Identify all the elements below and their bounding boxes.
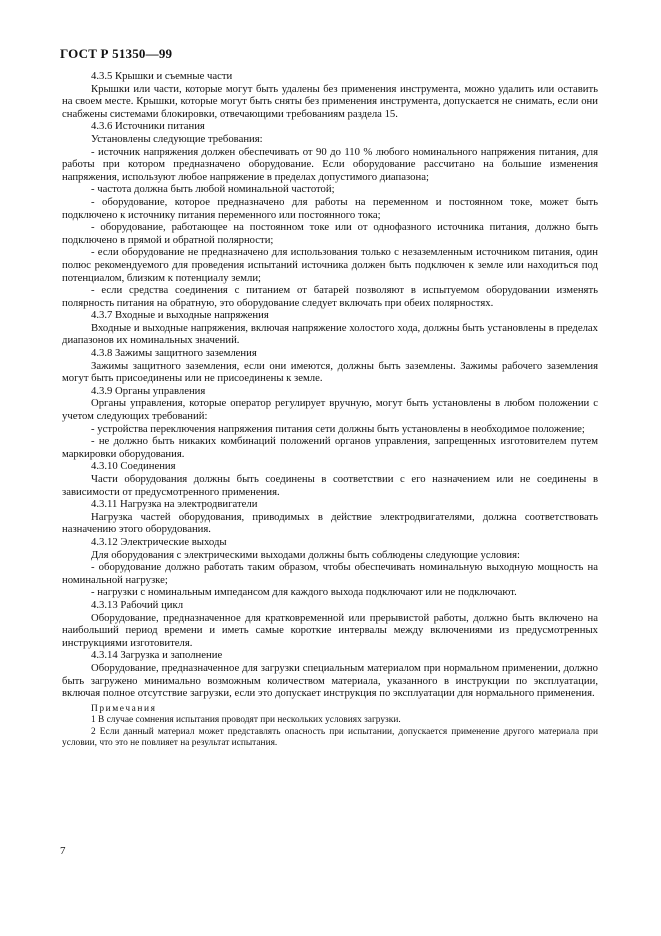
paragraph: Нагрузка частей оборудования, приводимых в действие электродвигателями, должна соответствовать назначению этого оборудования. [62, 510, 598, 536]
paragraph: Для оборудования с электрическими выходами должны быть соблюдены следующие условия: [91, 548, 520, 561]
list-item: - устройства переключения напряжения питания сети должны быть установлены в необходимое положение; [91, 422, 585, 435]
section-heading-4-3-14: 4.3.14 Загрузка и заполнение [91, 649, 223, 662]
notes-block [62, 704, 598, 750]
page-number: 7 [60, 845, 66, 857]
list-item: - нагрузки с номинальным импедансом для каждого выхода подключают или не подключают. [91, 586, 517, 599]
paragraph: Части оборудования должны быть соединены в соответствии с его назначением или не соединены в зависимости от предусмотренного применения. [62, 473, 598, 498]
list-item: - оборудование, которое предназначено для работы на переменном и постоянном токе, может быть подключено к источнику питания переменного или постоянного тока; [62, 195, 598, 221]
note-item: 2 Если данный материал может представлять опасность при испытании, допускается применение другого материала при условии, что это не повлияет на результат испытания. [62, 726, 598, 748]
paragraph: Оборудование, предназначенное для кратковременной или прерывистой работы, должно быть включено на наибольший период времени и иметь самые короткие интервалы между включениями из предусмотренных инструкциями изготовителя. [62, 611, 598, 649]
list-item: - оборудование должно работать таким образом, чтобы обеспечивать номинальную выходную мощность на номинальной нагрузке; [62, 561, 598, 586]
list-item: - частота должна быть любой номинальной частотой; [91, 183, 335, 196]
section-heading-4-3-8: 4.3.8 Зажимы защитного заземления [91, 347, 257, 360]
paragraph: Крышки или части, которые могут быть удалены без применения инструмента, можно удалить или оставить на своем месте. Крышки, которые могут быть сняты без применения инструмента, допускается не снимать, если они снабжены системами блокировки, отвечающими требованиям раздела 15. [62, 82, 598, 120]
paragraph: Оборудование, предназначенное для загрузки специальным материалом при нормальном применении, должно быть загружено минимально возможным количеством материала, указанного в инструкции по эксплуатации, включая полное отсутствие загрузки, если это допускает инструкция по эксплуатации для нормального применения. [62, 661, 598, 700]
list-item: - источник напряжения должен обеспечивать от 90 до 110 % любого номинального напряжения питания, для работы при котором предназначено оборудование. Если оборудование рассчитано на большие изменения напряжения, используют любое напряжение в пределах допустимого диапазона; [62, 145, 598, 183]
list-item: - не должно быть никаких комбинаций положений органов управления, запрещенных изготовителем путем маркировки оборудования. [62, 435, 598, 460]
section-heading-4-3-12: 4.3.12 Электрические выходы [91, 535, 227, 548]
paragraph: Установлены следующие требования: [91, 132, 263, 145]
notes-heading: Примечания [91, 703, 157, 714]
document-body [62, 70, 598, 749]
paragraph: Входные и выходные напряжения, включая напряжение холостого хода, должны быть установлены в пределах диапазонов их номинальных значений. [62, 321, 598, 347]
section-heading-4-3-5: 4.3.5 Крышки и съемные части [91, 70, 233, 82]
section-heading-4-3-6: 4.3.6 Источники питания [91, 120, 205, 133]
document-code: ГОСТ Р 51350—99 [60, 46, 173, 61]
note-item: 1 В случае сомнения испытания проводят при нескольких условиях загрузки. [91, 715, 401, 726]
list-item: - оборудование, работающее на постоянном токе или от однофазного источника питания, должно быть подключено в прямой и обратной полярности; [62, 221, 598, 246]
section-heading-4-3-13: 4.3.13 Рабочий цикл [91, 598, 184, 611]
section-heading-4-3-11: 4.3.11 Нагрузка на электродвигатели [91, 498, 258, 511]
section-heading-4-3-9: 4.3.9 Органы управления [91, 384, 206, 397]
list-item: - если оборудование не предназначено для использования только с незаземленным источником питания, один полюс рекомендуемого для проведения испытаний источника должен быть подключен к земле или находиться под потенциалом, близким к потенциалу земли; [62, 246, 598, 284]
section-heading-4-3-10: 4.3.10 Соединения [91, 460, 176, 473]
paragraph: Органы управления, которые оператор регулирует вручную, могут быть установлены в любом положении с учетом следующих требований: [62, 397, 598, 423]
list-item: - если средства соединения с питанием от батарей позволяют в испытуемом оборудовании изменять полярность питания на обратную, это оборудование следует включать при обеих полярностях. [62, 284, 598, 309]
section-heading-4-3-7: 4.3.7 Входные и выходные напряжения [91, 309, 269, 322]
paragraph: Зажимы защитного заземления, если они имеются, должны быть заземлены. Зажимы рабочего заземления могут быть присоединены или не присоединены к земле. [62, 359, 598, 385]
